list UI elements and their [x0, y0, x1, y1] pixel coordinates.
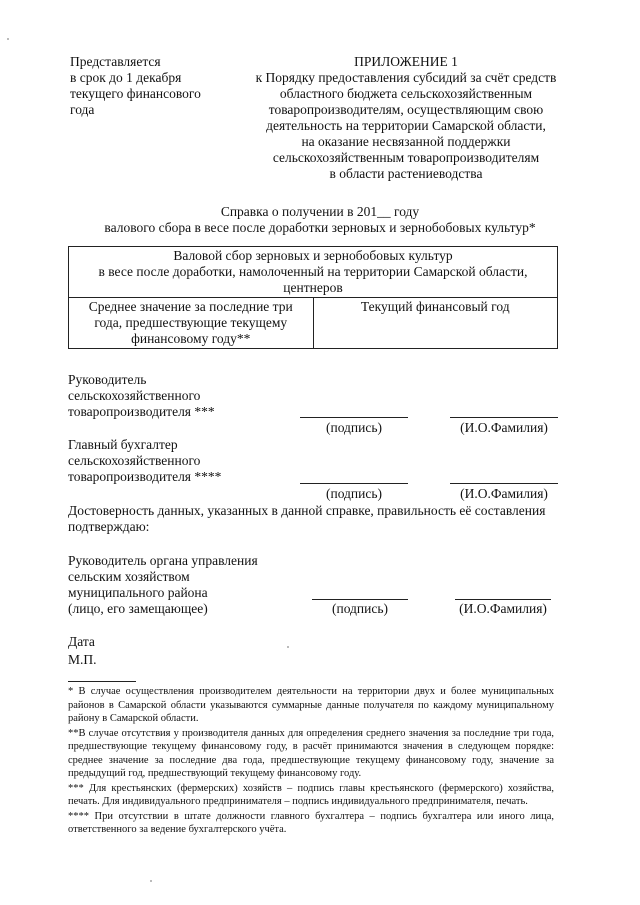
- signature-caption: (подпись): [331, 601, 389, 616]
- municipal-head-label: [68, 553, 258, 617]
- label-line: сельскохозяйственного: [68, 453, 201, 468]
- current-year-column-header: Текущий финансовый год: [313, 298, 558, 349]
- producer-head-label: [68, 372, 215, 420]
- submission-line: Представляется: [70, 54, 161, 69]
- average-header-line: года, предшествующие текущему: [94, 315, 288, 330]
- submission-deadline: [70, 54, 230, 118]
- signature-line: [312, 599, 408, 600]
- label-line: Руководитель: [68, 372, 147, 387]
- label-line: сельскохозяйственного: [68, 388, 201, 403]
- label-line: Руководитель органа управления: [68, 553, 258, 568]
- submission-line: текущего финансового: [70, 86, 201, 101]
- appendix-title: ПРИЛОЖЕНИЕ 1: [354, 54, 458, 69]
- label-line: товаропроизводителя ****: [68, 469, 222, 484]
- label-line: Главный бухгалтер: [68, 437, 178, 452]
- appendix-line: товаропроизводителям, осуществляющим свою: [268, 102, 544, 117]
- footnote-separator: [68, 681, 136, 682]
- signature-caption: (подпись): [325, 486, 383, 501]
- confirmation-text: [68, 503, 568, 535]
- signature-line: [300, 417, 408, 418]
- table-header-cell: [69, 247, 558, 298]
- table-header-line: в весе после доработки, намолоченный на территории Самарской области,: [98, 264, 528, 279]
- submission-line: года: [70, 102, 95, 117]
- chief-accountant-label: [68, 437, 221, 485]
- footnote: **** При отсутствии в штате должности главного бухгалтера – подпись бухгалтера или иного лица, ответственного за ведение бухгалтерского учёта.: [68, 810, 554, 835]
- signature-line: [300, 483, 408, 484]
- name-caption: (И.О.Фамилия): [460, 420, 548, 435]
- label-line: муниципального района: [68, 585, 208, 600]
- name-caption: (И.О.Фамилия): [459, 601, 547, 616]
- name-line: [455, 599, 551, 600]
- name-line: [450, 417, 558, 418]
- seal-label: М.П.: [68, 652, 97, 667]
- name-caption: (И.О.Фамилия): [460, 486, 548, 501]
- confirmation-line: Достоверность данных, указанных в данной справке, правильность её составления: [68, 503, 546, 518]
- signature-caption: (подпись): [325, 420, 383, 435]
- footnote: *** Для крестьянских (фермерских) хозяйств – подпись главы крестьянского (фермерского) хозяйства, печать. Для индивидуального предпринимателя – подпись индивидуального предпринимателя, печать.: [68, 782, 554, 807]
- appendix-line: в области растениеводства: [329, 166, 483, 181]
- title-line-1: Справка о получении в 201__ году: [220, 204, 420, 219]
- label-line: (лицо, его замещающее): [68, 601, 208, 616]
- table-header-line: Валовой сбор зерновых и зернобобовых культур: [173, 248, 453, 263]
- document-title: [60, 204, 580, 236]
- date-label: Дата: [68, 634, 95, 649]
- appendix-heading: [228, 54, 584, 182]
- label-line: сельским хозяйством: [68, 569, 190, 584]
- label-line: товаропроизводителя ***: [68, 404, 215, 419]
- table-header-line: центнеров: [283, 280, 343, 295]
- scan-speck: [7, 38, 9, 40]
- appendix-line: сельскохозяйственным товаропроизводителям: [272, 150, 540, 165]
- title-line-2: валового сбора в весе после доработки зерновых и зернобобовых культур*: [104, 220, 536, 235]
- submission-line: в срок до 1 декабря: [70, 70, 182, 85]
- footnotes: [68, 685, 554, 838]
- average-column-header: [69, 298, 314, 349]
- average-header-line: Среднее значение за последние три: [88, 299, 293, 314]
- appendix-line: деятельность на территории Самарской области,: [266, 118, 546, 133]
- harvest-table: [68, 246, 558, 349]
- footnote: **В случае отсутствия у производителя данных для определения среднего значения за последние три года, предшествующие текущему финансовому году, в расчёт принимаются значения в следующем порядке: среднее значение за последние два года, предшествующие текущему финансовому году, значение за предыдущий год, предшествующий текущему финансовому году.: [68, 727, 554, 779]
- footnote: * В случае осуществления производителем деятельности на территории двух и более муниципальных районов в Самарской области указываются суммарные данные получателя по каждому муниципальному району в Самарской области.: [68, 686, 554, 724]
- confirmation-line: подтверждаю:: [68, 519, 150, 534]
- scan-speck: [287, 646, 289, 648]
- average-header-line: финансовому году**: [131, 331, 251, 346]
- appendix-line: на оказание несвязанной поддержки: [301, 134, 511, 149]
- name-line: [450, 483, 558, 484]
- appendix-line: к Порядку предоставления субсидий за счёт средств: [255, 70, 557, 85]
- scan-speck: [150, 880, 152, 882]
- appendix-line: областного бюджета сельскохозяйственным: [279, 86, 533, 101]
